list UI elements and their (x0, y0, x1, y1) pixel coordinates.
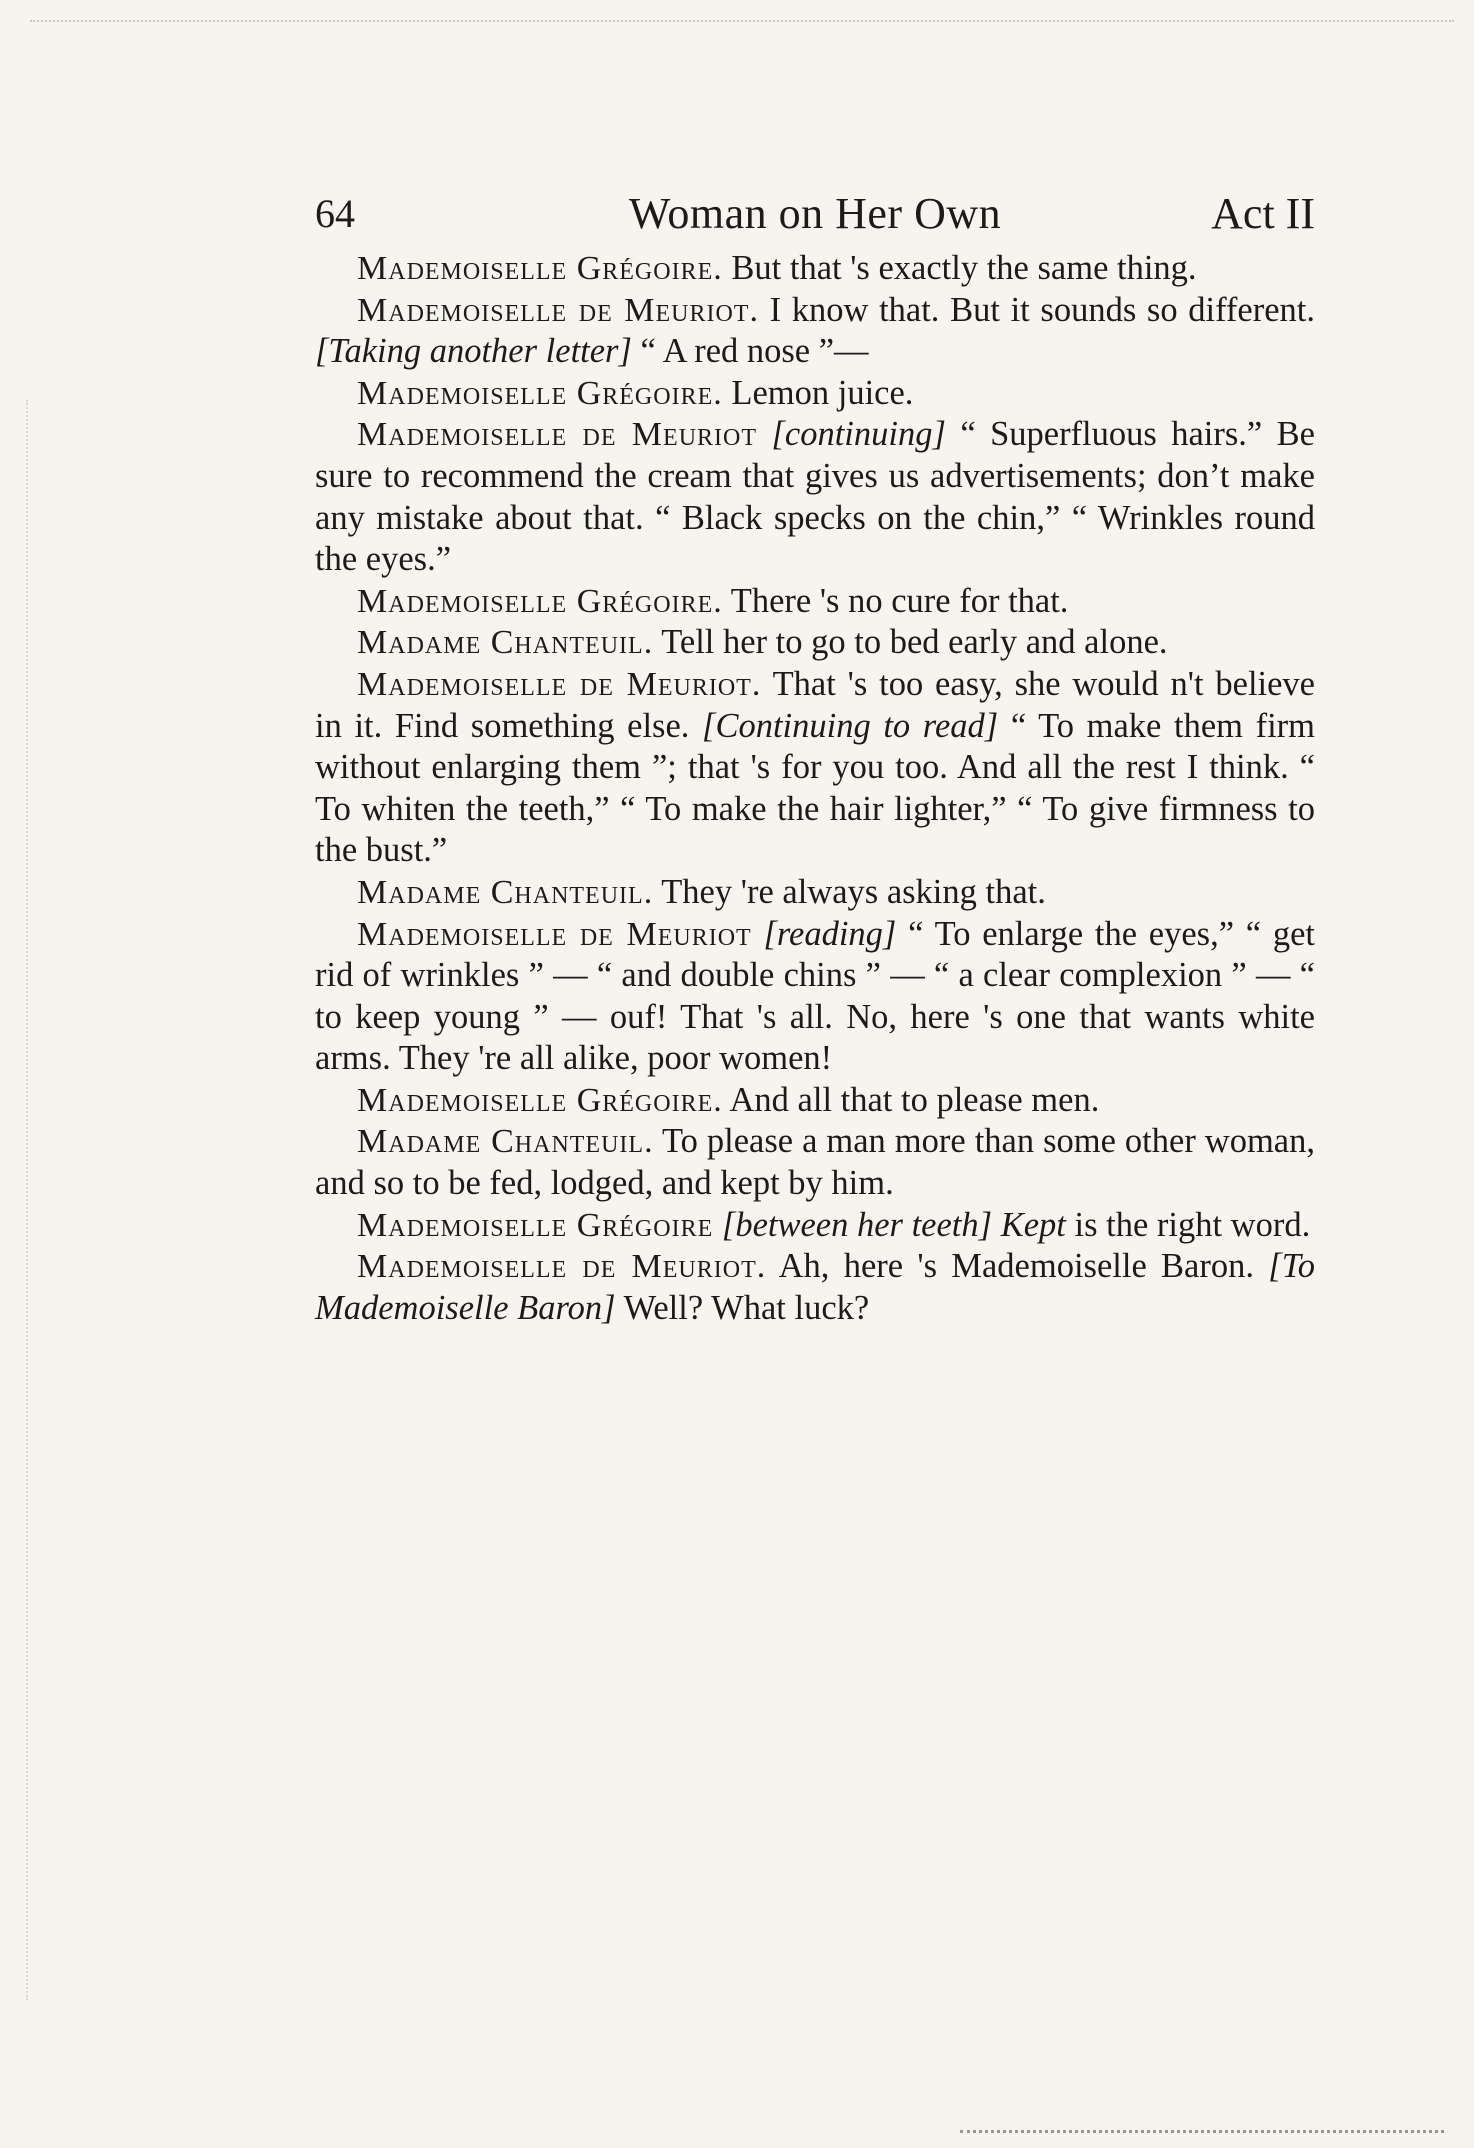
act-label: Act II (1211, 189, 1315, 238)
speaker-name: Mademoiselle de Meuriot. (357, 1248, 767, 1286)
speaker-name: Mademoiselle de Meuriot. (357, 665, 762, 703)
stage-direction: [To Mademoiselle Baron] (315, 1247, 1315, 1327)
speech-10 (315, 1080, 1315, 1122)
speech-text: is the right word. (1074, 1205, 1311, 1244)
speech-9 (315, 914, 1315, 1080)
emphasized-word: Kept (1000, 1205, 1066, 1244)
stage-direction: [continuing] (771, 415, 946, 454)
stage-direction: [reading] (763, 914, 897, 953)
speech-6 (315, 622, 1315, 664)
stage-direction: [Continuing to read] (702, 706, 999, 745)
speech-text: “ To enlarge the eyes,” “ get rid of wrinkles ” — “ and double chins ” — “ a clear complexion ” — “ to keep young ” — ouf! That 's all. No, here 's one that wants white arms. They 're all alike, poor women! (315, 914, 1316, 1078)
speech-2 (315, 290, 1315, 373)
speech-text: “ A red nose ”— (640, 332, 869, 371)
speech-text: That 's too easy, she would n't believe in it. Find something else. (315, 664, 1315, 745)
speech-5 (315, 581, 1315, 623)
speaker-name: Mademoiselle Grégoire. (357, 374, 723, 412)
speech-4 (315, 414, 1315, 580)
speech-text: To please a man more than some other woman, and so to be fed, lodged, and kept by him. (315, 1122, 1315, 1203)
stage-direction: [Taking another letter] (315, 332, 632, 371)
speech-text: “ Superfluous hairs.” Be sure to recommend the cream that gives us advertisements; don’t make any mistake about that. “ Black specks on the chin,” “ Wrinkles round the eyes.” (315, 415, 1315, 579)
speaker-name: Madame Chanteuil. (357, 1123, 654, 1161)
speaker-name: Mademoiselle de Meuriot. (357, 291, 759, 329)
speaker-name: Mademoiselle de Meuriot (357, 915, 752, 953)
speech-11 (315, 1121, 1315, 1204)
speech-text: They 're always asking that. (661, 872, 1046, 911)
speaker-name: Mademoiselle de Meuriot (357, 416, 758, 454)
speech-text: And all that to please men. (729, 1080, 1100, 1119)
speech-1 (315, 248, 1315, 290)
speech-7 (315, 664, 1315, 872)
book-page (315, 188, 1315, 1329)
page-number: 64 (315, 191, 355, 236)
speech-text: There 's no cure for that. (730, 581, 1069, 620)
top-edge-noise (30, 20, 1454, 22)
speech-3 (315, 373, 1315, 415)
speech-text: Lemon juice. (731, 373, 914, 412)
stage-direction: [between her teeth] (721, 1205, 993, 1244)
speaker-name: Mademoiselle Grégoire. (357, 250, 723, 287)
speaker-name: Madame Chanteuil. (357, 624, 654, 662)
speech-text: Well? What luck? (623, 1288, 870, 1327)
speech-text: But that 's exactly the same thing. (731, 249, 1197, 287)
book-title: Woman on Her Own (628, 189, 1002, 238)
bottom-edge-noise (960, 2130, 1444, 2133)
speech-text: “ To make them firm without enlarging them ”; that 's for you too. And all the rest I think. “ To whiten the teeth,” “ To make the hair lighter,” “ To give firmness to the bust.” (315, 706, 1315, 870)
speaker-name: Mademoiselle Grégoire. (357, 1081, 723, 1119)
speech-text: I know that. But it sounds so different. (769, 290, 1315, 329)
speech-8 (315, 872, 1315, 914)
speaker-name: Mademoiselle Grégoire. (357, 582, 723, 620)
speech-text: Tell her to go to bed early and alone. (661, 623, 1168, 662)
speaker-name: Mademoiselle Grégoire (357, 1206, 714, 1244)
speech-text: Ah, here 's Mademoiselle Baron. (778, 1247, 1254, 1286)
binding-edge (26, 400, 28, 2000)
speaker-name: Madame Chanteuil. (357, 873, 654, 911)
speech-12 (315, 1205, 1315, 1247)
speech-13 (315, 1246, 1315, 1329)
running-head (315, 188, 1315, 240)
